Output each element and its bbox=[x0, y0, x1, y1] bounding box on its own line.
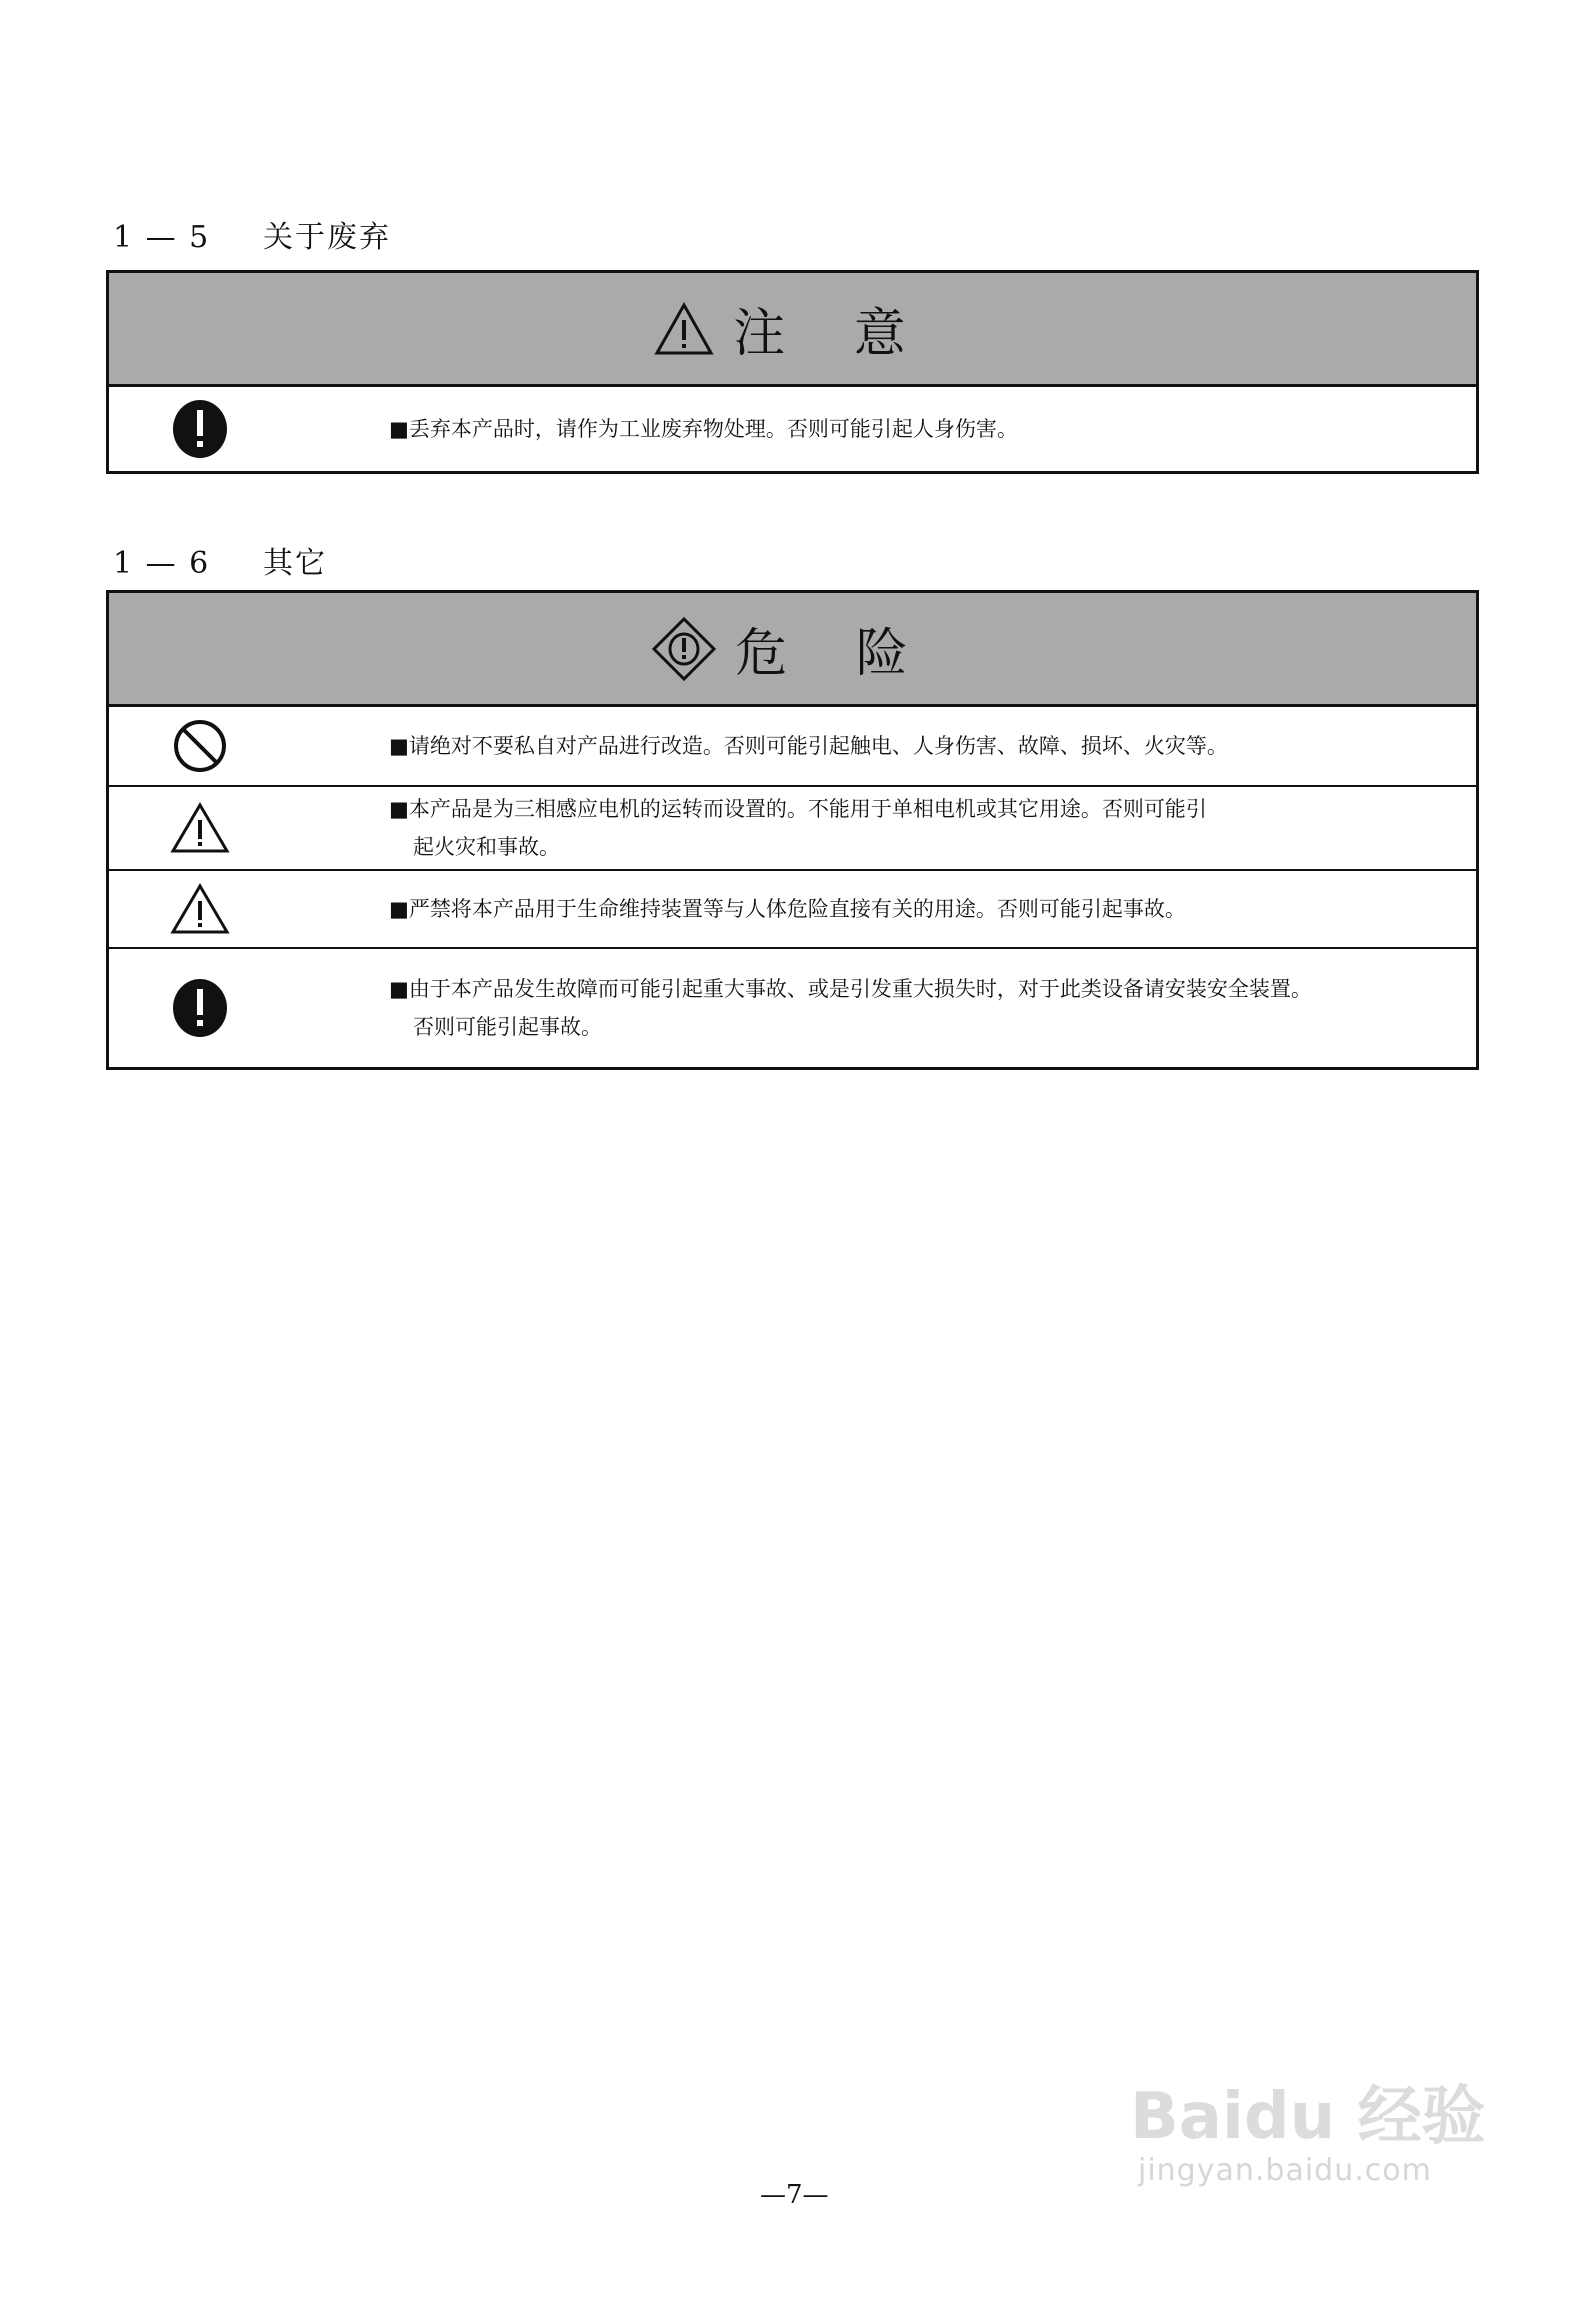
danger-row-2 bbox=[109, 787, 1476, 871]
icon-cell bbox=[109, 718, 291, 774]
warning-triangle-icon bbox=[169, 801, 231, 855]
section-title: 其它 bbox=[263, 546, 327, 581]
prohibition-icon bbox=[172, 718, 228, 774]
warning-triangle-icon bbox=[169, 882, 231, 936]
warning-triangle-icon bbox=[653, 301, 715, 357]
section-heading-1-5 bbox=[113, 212, 391, 256]
danger-text-3 bbox=[291, 890, 1186, 928]
danger-text-1 bbox=[291, 727, 1228, 765]
watermark-brand: Baidu 经验 bbox=[1130, 2080, 1486, 2154]
text-line-2: 否则可能引起事故。 bbox=[413, 1015, 602, 1039]
section-heading-1-6 bbox=[113, 538, 327, 582]
section-number: 1 — 5 bbox=[113, 220, 211, 255]
section-title: 关于废弃 bbox=[263, 220, 391, 255]
section-number: 1 — 6 bbox=[113, 546, 211, 581]
caution-text bbox=[291, 410, 1018, 448]
text-line-1: ■丢弃本产品时，请作为工业废弃物处理。否则可能引起人身伤害。 bbox=[389, 417, 1018, 441]
danger-text-2 bbox=[291, 790, 1207, 866]
caution-header bbox=[109, 273, 1476, 387]
icon-cell bbox=[109, 882, 291, 936]
watermark bbox=[1130, 2065, 1510, 2205]
icon-cell bbox=[109, 801, 291, 855]
text-line-1: ■请绝对不要私自对产品进行改造。否则可能引起触电、人身伤害、故障、损坏、火灾等。 bbox=[389, 734, 1228, 758]
mandatory-exclamation-icon bbox=[170, 977, 230, 1039]
caution-box bbox=[106, 270, 1479, 474]
icon-cell bbox=[109, 977, 291, 1039]
text-line-2: 起火灾和事故。 bbox=[413, 835, 560, 859]
danger-row-4 bbox=[109, 949, 1476, 1067]
mandatory-exclamation-icon bbox=[170, 398, 230, 460]
text-line-1: ■本产品是为三相感应电机的运转而设置的。不能用于单相电机或其它用途。否则可能引 bbox=[389, 797, 1207, 821]
danger-box bbox=[106, 590, 1479, 1070]
danger-diamond-icon bbox=[651, 616, 717, 682]
watermark-domain: jingyan.baidu.com bbox=[1138, 2153, 1432, 2188]
danger-text-4 bbox=[291, 970, 1312, 1046]
text-line-1: ■严禁将本产品用于生命维持装置等与人体危险直接有关的用途。否则可能引起事故。 bbox=[389, 897, 1186, 921]
icon-cell bbox=[109, 398, 291, 460]
text-line-1: ■由于本产品发生故障而可能引起重大事故、或是引发重大损失时，对于此类设备请安装安全装置。 bbox=[389, 977, 1312, 1001]
danger-header bbox=[109, 593, 1476, 707]
danger-title: 危 险 bbox=[735, 624, 934, 684]
danger-row-1 bbox=[109, 707, 1476, 787]
caution-title: 注 意 bbox=[733, 304, 932, 364]
danger-row-3 bbox=[109, 871, 1476, 949]
caution-row-1 bbox=[109, 387, 1476, 471]
page-number: —7— bbox=[760, 2180, 829, 2210]
